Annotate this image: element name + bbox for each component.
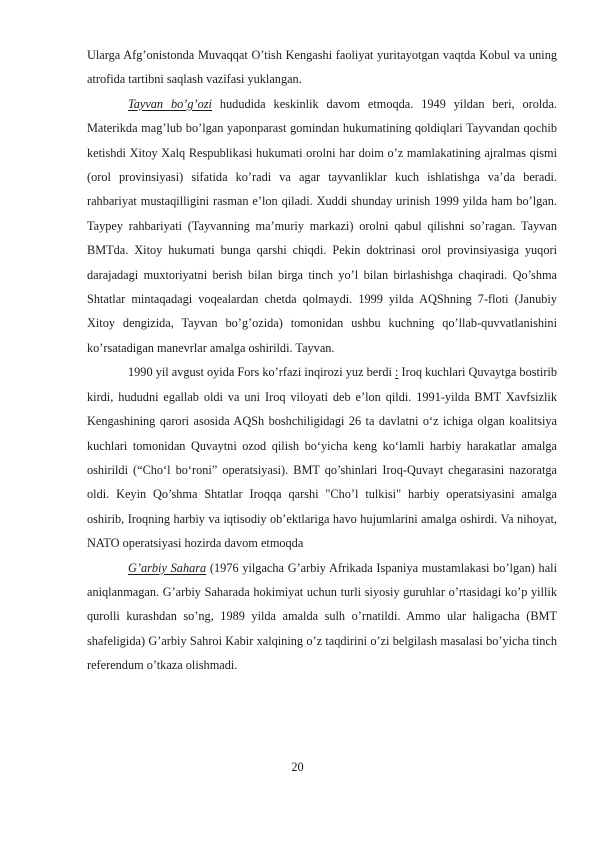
paragraph-western-sahara-text: (1976 yilgacha G’arbiy Afrikada Ispaniya mustamlakasi bo’lgan) hali aniqlanmagan. G’arbiy Saharada hokimiyat uchun turli siyosiy guruhlar o’rtasidagi ko’p yillik qurolli kurashdan so’ng, 1989 yilda amalda sulh o’rnatildi. Ammo ular haligacha (BMT shafeligida) G’arbiy Sahroi Kabir xalqining o’z taqdirini o’zi belgilash masalasi bo’yicha tinch referendum o’tkaza olishmadi. — [87, 560, 557, 673]
paragraph-gulf-text: Iroq kuchlari Quvaytga bostirib kirdi, hududni egallab oldi va uni Iroq viloyati deb e’lon qildi. 1991-yilda BMT Xavfsizlik Kengashining qarori asosida AQSh boshchiligidagi 26 ta davlatni o‘z ichiga olgan koalitsiya kuchlari tomonidan Quvaytni ozod qilish bo‘yicha keng ko‘lamli harbiy harakatlar amalga oshirildi (“Cho‘l bo‘roni” operatsiyasi). BMT qo’shinlari Iroq-Quvayt chegarasini nazoratga oldi. Keyin Qo’shma Shtatlar Iroqqa qarshi "Cho’l tulkisi" harbiy operatsiyasini amalga oshirib, Iroqning harbiy va iqtisodiy ob’ektlariga havo hujumlarini amalga oshirdi. Va nihoyat, NATO operatsiyasi hozirda davom etmoqda — [87, 365, 557, 551]
page-number: 20 — [291, 760, 304, 774]
paragraph-taiwan — [87, 92, 557, 360]
footnote-mark: : — [395, 365, 399, 380]
paragraph-gulf — [87, 360, 557, 555]
paragraph-taiwan-text: hududida keskinlik davom etmoqda. 1949 yildan beri, orolda. Materikda mag’lub bo’lgan yaponparast gomindan hukumatining qoldiqlari Tayvandan qochib ketishdi Xitoy Xalq Respublikasi hukumati orolni har doim o’z mamlakatining ajralmas qismi (orol provinsiyasi) sifatida ko’radi va agar tayvanliklar kuch ishlatishga va’da beradi. rahbariyat mustaqilligini rasman e’lon qiladi. Xuddi shunday urinish 1999 yilda ham bo’lgan. Taypey rahbariyati (Tayvanning ma’muriy markazi) orolni qabul qilishni so’ragan. Tayvan BMTda. Xitoy hukumati bunga qarshi chiqdi. Pekin doktrinasi orol provinsiyasiga yuqori darajadagi muxtoriyatni berish bilan birga tinch yo’l bilan birlashishga chaqiradi. Qo’shma Shtatlar mintaqadagi voqealardan chetda qolmaydi. 1999 yilda AQShning 7-floti (Janubiy Xitoy dengizida, Tayvan bo’g’ozida) tomonidan ushbu kuchning qo’llab-quvvatlanishini ko’rsatadigan manevrlar amalga oshirildi. Tayvan. — [87, 96, 557, 355]
term-western-sahara: G’arbiy Sahara — [128, 560, 207, 575]
term-taiwan-strait: Tayvan bo’g’ozi — [128, 96, 212, 111]
document-body — [87, 43, 557, 678]
paragraph-gulf-start: 1990 yil avgust oyida Fors ko’rfazi inqirozi yuz berdi — [128, 365, 395, 380]
paragraph-western-sahara — [87, 556, 557, 678]
paragraph-1: Ularga Afg’onistonda Muvaqqat O’tish Kengashi faoliyat yuritayotgan vaqtda Kobul va uning atrofida tartibni saqlash vazifasi yuklangan. — [87, 48, 557, 87]
